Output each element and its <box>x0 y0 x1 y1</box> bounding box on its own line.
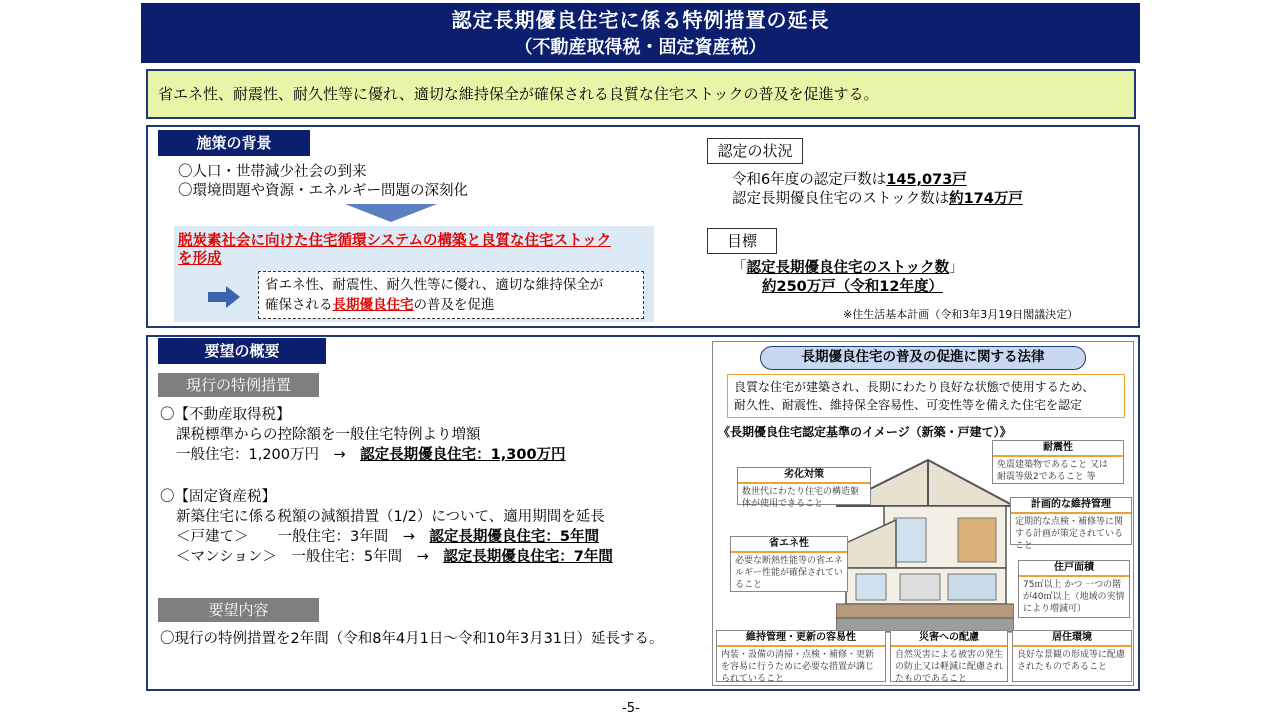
fixed-tax-line1: 新築住宅に係る税額の減額措置（1/2）について、適用期間を延長 <box>176 509 605 525</box>
callout-environment: 居住環境 良好な景観の形成等に配慮されたものであること <box>1012 630 1132 682</box>
current-measure-label: 現行の特例措置 <box>158 373 319 397</box>
callout-ease-maintenance: 維持管理・更新の容易性 内装・設備の清掃・点検・補修・更新を容易に行うために必要な措置が講じられていること <box>716 630 886 682</box>
summary-banner: 省エネ性、耐震性、耐久性等に優れ、適切な維持保全が確保される良質な住宅ストックの普及を促進する。 <box>146 69 1136 119</box>
goal-text-line1: 脱炭素社会に向けた住宅循環システムの構築と良質な住宅ストック <box>178 233 612 249</box>
status-line2: 認定長期優良住宅のストック数は約174万戸 <box>732 191 1023 207</box>
down-arrow-icon <box>345 204 437 222</box>
right-arrow-icon <box>208 286 240 308</box>
fixed-tax-detached: ＜戸建て＞ 一般住宅：3年間 → 認定長期優良住宅：5年間 <box>176 529 599 545</box>
target-line1: 「認定長期優良住宅のストック数」 <box>732 260 964 276</box>
law-title: 長期優良住宅の普及の促進に関する法律 <box>760 346 1086 370</box>
status-line1: 令和6年度の認定戸数は145,073戸 <box>732 172 967 188</box>
promotion-box <box>258 271 644 319</box>
callout-energy: 省エネ性 必要な断熱性能等の省エネルギー性能が確保されていること <box>730 536 848 592</box>
acquisition-tax-heading: 〇【不動産取得税】 <box>160 407 291 423</box>
image-caption: 《長期優良住宅認定基準のイメージ（新築・戸建て）》 <box>718 425 1012 439</box>
callout-seismic: 耐震性 免震建築物であること 又は 耐震等級2であること 等 <box>992 440 1124 484</box>
acquisition-tax-line1: 課税標準からの控除額を一般住宅特例より増額 <box>176 427 481 443</box>
callout-deterioration: 劣化対策 数世代にわたり住宅の構造躯体が使用できること <box>737 467 871 505</box>
page-subtitle: （不動産取得税・固定資産税） <box>514 37 767 58</box>
promotion-line2: 確保される長期優良住宅の普及を促進 <box>265 297 495 313</box>
background-point-2: 〇環境問題や資源・エネルギー問題の深刻化 <box>178 183 468 199</box>
law-description: 良質な住宅が建築され、長期にわたり良好な状態で使用するため、 耐久性、耐震性、維持保全容易性、可変性等を備えた住宅を認定 <box>727 374 1125 418</box>
callout-floor-area: 住戸面積 75㎡以上 かつ 一つの階が40㎡以上（地域の実情により増減可） <box>1018 560 1130 618</box>
fixed-tax-heading: 〇【固定資産税】 <box>160 489 276 505</box>
target-line2: 約250万戸（令和12年度） <box>762 279 943 295</box>
callout-maintenance-plan: 計画的な維持管理 定期的な点検・補修等に関する計画が策定されていること <box>1010 497 1132 545</box>
promotion-line1: 省エネ性、耐震性、耐久性等に優れ、適切な維持保全が <box>265 277 604 293</box>
target-note: ※住生活基本計画（令和3年3月19日閣議決定） <box>843 308 1079 321</box>
background-point-1: 〇人口・世帯減少社会の到来 <box>178 164 367 180</box>
status-label: 認定の状況 <box>707 138 803 164</box>
background-tab: 施策の背景 <box>158 130 310 156</box>
goal-text-line2: を形成 <box>178 251 222 267</box>
page-title: 認定長期優良住宅に係る特例措置の延長 <box>451 8 830 32</box>
target-label: 目標 <box>707 228 777 254</box>
fixed-tax-mansion: ＜マンション＞ 一般住宅：5年間 → 認定長期優良住宅：7年間 <box>176 549 613 565</box>
acquisition-tax-line2: 一般住宅：1,200万円 → 認定長期優良住宅：1,300万円 <box>176 447 566 463</box>
page-number: -5- <box>622 701 640 716</box>
request-content-label: 要望内容 <box>158 598 319 622</box>
request-tab: 要望の概要 <box>158 338 326 364</box>
callout-disaster: 災害への配慮 自然災害による被害の発生の防止又は軽減に配慮されたものであること <box>890 630 1008 682</box>
request-content-text: 〇現行の特例措置を2年間（令和8年4月1日～令和10年3月31日）延長する。 <box>160 631 664 647</box>
title-banner <box>141 3 1140 63</box>
